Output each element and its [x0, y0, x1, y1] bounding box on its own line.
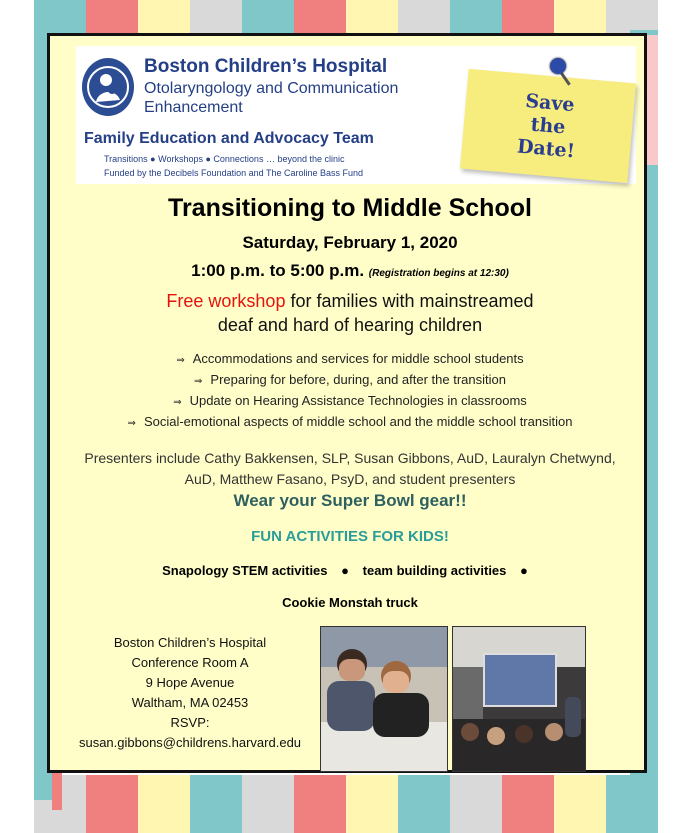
stripe-segment [398, 775, 450, 833]
free-workshop-text-2: deaf and hard of hearing children [217, 315, 483, 335]
event-date: Saturday, February 1, 2020 [242, 233, 458, 252]
activities-line [50, 563, 650, 578]
stripe-segment [346, 775, 398, 833]
address-line: Conference Room A [131, 655, 249, 670]
arrow-icon: ⇒ [176, 355, 185, 366]
event-time [50, 261, 650, 281]
address-line: Waltham, MA 02453 [131, 695, 249, 710]
note-line-1: Save [524, 89, 576, 116]
flyer [47, 33, 647, 773]
push-pin-icon [550, 58, 566, 74]
workshop-description [50, 289, 650, 337]
list-item: ⇒ Update on Hearing Assistance Technologies in classrooms [173, 393, 527, 408]
bottom-stripe-border [34, 775, 658, 833]
hospital-logo-icon [82, 58, 134, 116]
arrow-icon: ⇒ [194, 376, 203, 387]
stripe-segment [242, 775, 294, 833]
department-name: Otolaryngology and Communication Enhancement [144, 80, 399, 116]
team-name: Family Education and Advocacy Team [84, 130, 374, 147]
stripe-segment [450, 775, 502, 833]
list-item: ⇒ Social-emotional aspects of middle school and the middle school transition [127, 414, 573, 429]
arrow-icon: ⇒ [173, 397, 182, 408]
venue-address [56, 633, 324, 753]
event-time-range: 1:00 p.m. to 5:00 p.m. [191, 261, 365, 280]
photo-presentation-room [452, 626, 586, 772]
activity-team-building: team building activities [362, 563, 507, 578]
stripe-segment [86, 775, 138, 833]
stripe-segment [138, 775, 190, 833]
stripe-segment [554, 775, 606, 833]
stripe-segment [294, 775, 346, 833]
arrow-icon: ⇒ [127, 418, 136, 429]
rsvp-email: susan.gibbons@childrens.harvard.edu [78, 735, 302, 750]
topic-list [50, 349, 650, 433]
header-banner [76, 46, 636, 184]
fun-activities-heading: FUN ACTIVITIES FOR KIDS! [251, 528, 449, 545]
tagline: Transitions ● Workshops ● Connections … beyond the clinic [104, 154, 345, 164]
stripe-segment [190, 775, 242, 833]
address-line: Boston Children’s Hospital [113, 635, 267, 650]
stripe-segment [502, 775, 554, 833]
rsvp-label: RSVP: [170, 715, 210, 730]
super-bowl-line: Wear your Super Bowl gear!! [233, 491, 467, 510]
save-the-date-note [460, 69, 636, 183]
bullet-dot-icon: ● [341, 563, 350, 578]
list-item: ⇒ Accommodations and services for middle school students [176, 351, 524, 366]
note-line-2: the [529, 113, 567, 138]
activity-snapology: Snapology STEM activities [162, 563, 328, 578]
photo-kids-activity [320, 626, 448, 772]
note-line-3: Date! [516, 134, 576, 162]
list-item: ⇒ Preparing for before, during, and after the transition [194, 372, 506, 387]
event-title: Transitioning to Middle School [168, 194, 532, 222]
free-workshop-text: for families with mainstreamed [290, 291, 534, 311]
cookie-truck-line: Cookie Monstah truck [282, 595, 418, 610]
presenters-text: Presenters include Cathy Bakkensen, SLP, Susan Gibbons, AuD, Lauralyn Chetwynd, AuD, Matthew Fasano, PsyD, and student presenters [84, 450, 616, 487]
free-workshop-label: Free workshop [166, 291, 286, 311]
hospital-name: Boston Children’s Hospital [144, 56, 388, 77]
address-line: 9 Hope Avenue [145, 675, 235, 690]
funding-line: Funded by the Decibels Foundation and The Caroline Bass Fund [104, 168, 363, 178]
bullet-dot-icon: ● [520, 563, 528, 578]
registration-note: (Registration begins at 12:30) [368, 268, 509, 279]
